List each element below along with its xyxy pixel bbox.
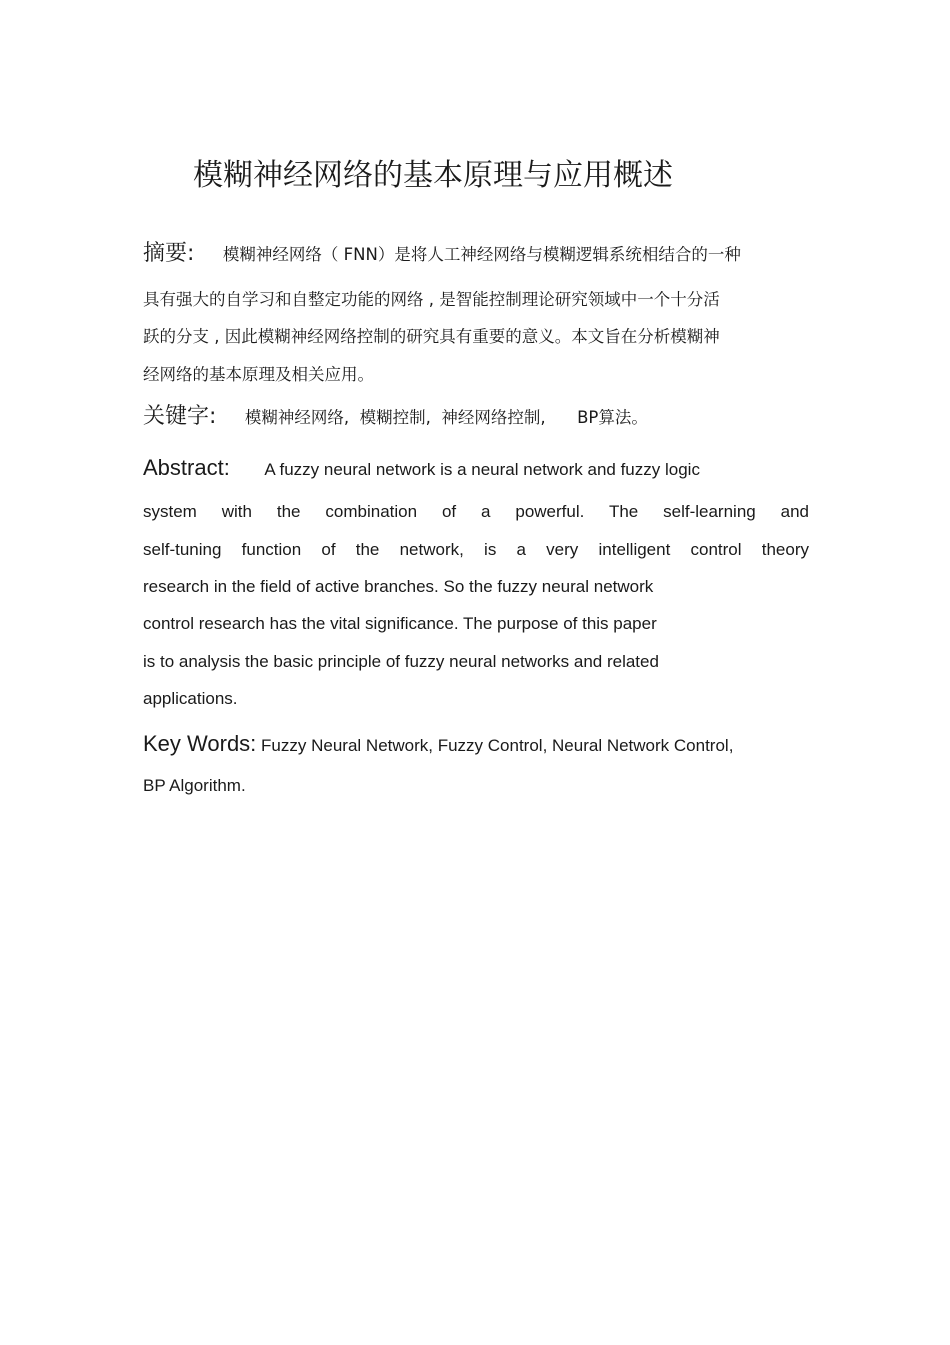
- abstract-cn-line-3: 跃的分支 , 因此模糊神经网络控制的研究具有重要的意义。本文旨在分析模糊神: [143, 327, 720, 346]
- keywords-en-text: Fuzzy Neural Network, Fuzzy Control, Neural Network Control,: [261, 736, 734, 755]
- abstract-cn-line-4: 经网络的基本原理及相关应用。: [143, 365, 374, 384]
- abstract-en-line-4: research in the field of active branches. So the fuzzy neural network: [143, 577, 654, 596]
- keywords-cn-label: 关键字:: [143, 404, 217, 429]
- abstract-en-line-5: control research has the vital significance. The purpose of this paper: [143, 614, 657, 633]
- keywords-en-line: [143, 732, 733, 758]
- abstract-cn-first-line: [143, 242, 741, 267]
- keywords-en-line-2: BP Algorithm.: [143, 776, 246, 795]
- page-title: 模糊神经网络的基本原理与应用概述: [193, 158, 673, 193]
- abstract-en-line-7: applications.: [143, 689, 238, 708]
- abstract-cn-line-1: 模糊神经网络（ FNN）是将人工神经网络与模糊逻辑系统相结合的一种: [222, 245, 741, 264]
- keywords-cn-line: [143, 405, 648, 430]
- abstract-cn-label: 摘要:: [143, 241, 195, 266]
- abstract-en-first-line: [143, 456, 700, 482]
- abstract-en-line-1: A fuzzy neural network is a neural network and fuzzy logic: [264, 460, 700, 479]
- keywords-cn-text: 模糊神经网络, 模糊控制, 神经网络控制, BP算法。: [244, 408, 648, 427]
- keywords-en-label: Key Words:: [143, 731, 257, 756]
- abstract-en-line-6: is to analysis the basic principle of fuzzy neural networks and related: [143, 652, 659, 671]
- abstract-en-line-3: self-tuning function of the network, is a very intelligent control theory: [143, 540, 809, 559]
- abstract-en-line-2: system with the combination of a powerful. The self-learning and: [143, 502, 809, 521]
- abstract-en-label: Abstract:: [143, 455, 230, 480]
- abstract-cn-line-2: 具有强大的自学习和自整定功能的网络 , 是智能控制理论研究领域中一个十分活: [143, 290, 720, 309]
